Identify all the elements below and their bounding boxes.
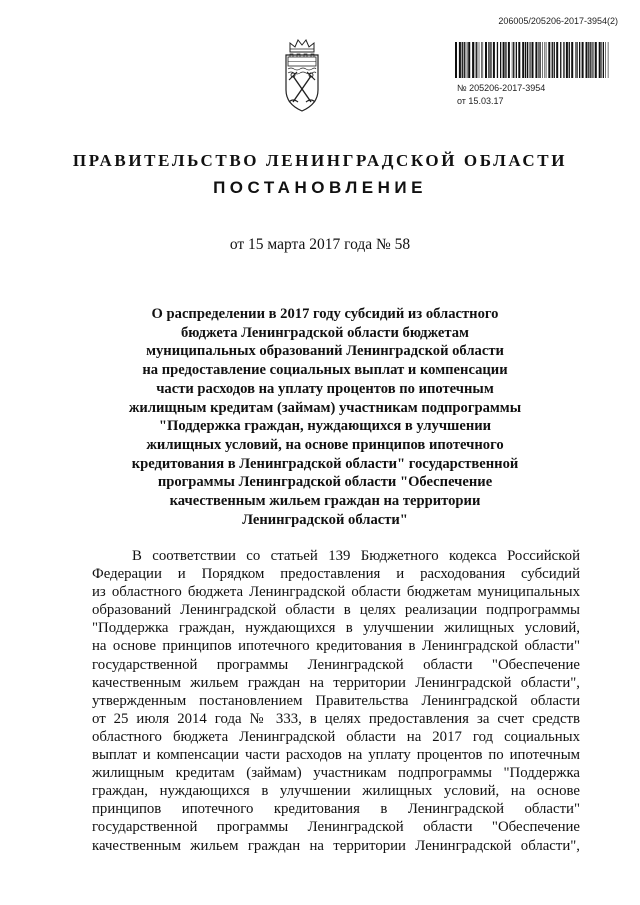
body-line: качественным жильем граждан на территории Ленинградской области", <box>92 837 580 854</box>
document-date: от 15 марта 2017 года № 58 <box>229 236 411 253</box>
document-title <box>110 305 540 529</box>
body-line: на основе принципов ипотечного кредитования в Ленинградской области" <box>92 638 580 655</box>
body-line: государственной программы Ленинградской области "Обеспечение <box>92 819 580 836</box>
barcode <box>455 42 611 78</box>
title-line: муниципальных образований Ленинградской области <box>146 343 504 360</box>
authority-name: ПРАВИТЕЛЬСТВО ЛЕНИНГРАДСКОЙ ОБЛАСТИ <box>72 151 568 170</box>
body-line: утвержденным постановлением Правительства Ленинградской области <box>92 692 580 709</box>
title-line: О распределении в 2017 году субсидий из областного <box>151 306 499 322</box>
body-line: жилищным кредитам (займам) участникам подпрограммы "Поддержка <box>92 765 580 782</box>
body-line: "Поддержка граждан, нуждающихся в улучшении жилищных условий, <box>92 620 580 637</box>
registration-number: № 205206-2017-3954 <box>457 83 546 93</box>
title-line: жилищных условий, на основе принципов ипотечного <box>146 436 504 453</box>
title-line: части расходов на уплату процентов по ипотечным <box>156 380 494 397</box>
body-line: принципов ипотечного кредитования в Ленинградской области" <box>92 801 580 818</box>
title-line: Ленинградской области" <box>242 511 408 528</box>
body-paragraph <box>92 547 580 855</box>
title-line: на предоставление социальных выплат и компенсации <box>142 362 508 379</box>
body-line: выплат и компенсации части расходов на уплату процентов по ипотечным <box>92 747 580 764</box>
body-line: из областного бюджета Ленинградской области бюджетам муниципальных <box>92 584 580 601</box>
body-line: Федерации и Порядком предоставления и расходования субсидий <box>92 566 580 583</box>
title-line: бюджета Ленинградской области бюджетам <box>181 324 469 341</box>
body-line: граждан, нуждающихся в улучшении жилищных условий, на основе <box>92 783 580 800</box>
title-line: "Поддержка граждан, нуждающихся в улучшении <box>158 418 492 435</box>
title-line: программы Ленинградской области "Обеспечение <box>157 474 493 491</box>
body-line: В соответствии со статьей 139 Бюджетного кодекса Российской <box>132 548 580 564</box>
body-line: областного бюджета Ленинградской области на 2017 год социальных <box>92 728 580 745</box>
title-line: жилищным кредитам (займам) участникам подпрограммы <box>128 399 522 416</box>
coat-of-arms-icon <box>282 38 322 114</box>
title-line: кредитования в Ленинградской области" государственной <box>131 455 519 472</box>
body-line: образований Ленинградской области в целях реализации подпрограммы <box>92 602 580 619</box>
body-line: качественным жильем граждан на территории Ленинградской области", <box>92 674 580 691</box>
registration-date: от 15.03.17 <box>457 96 504 106</box>
body-line: государственной программы Ленинградской области "Обеспечение <box>92 656 580 673</box>
document-id: 206005/205206-2017-3954(2) <box>498 16 618 26</box>
registration-block <box>457 82 545 108</box>
body-line: от 25 июля 2014 года № 333, в целях предоставления за счет средств <box>92 710 580 727</box>
document-type: ПОСТАНОВЛЕНИЕ <box>213 178 427 197</box>
title-line: качественным жильем граждан на территории <box>169 493 481 510</box>
